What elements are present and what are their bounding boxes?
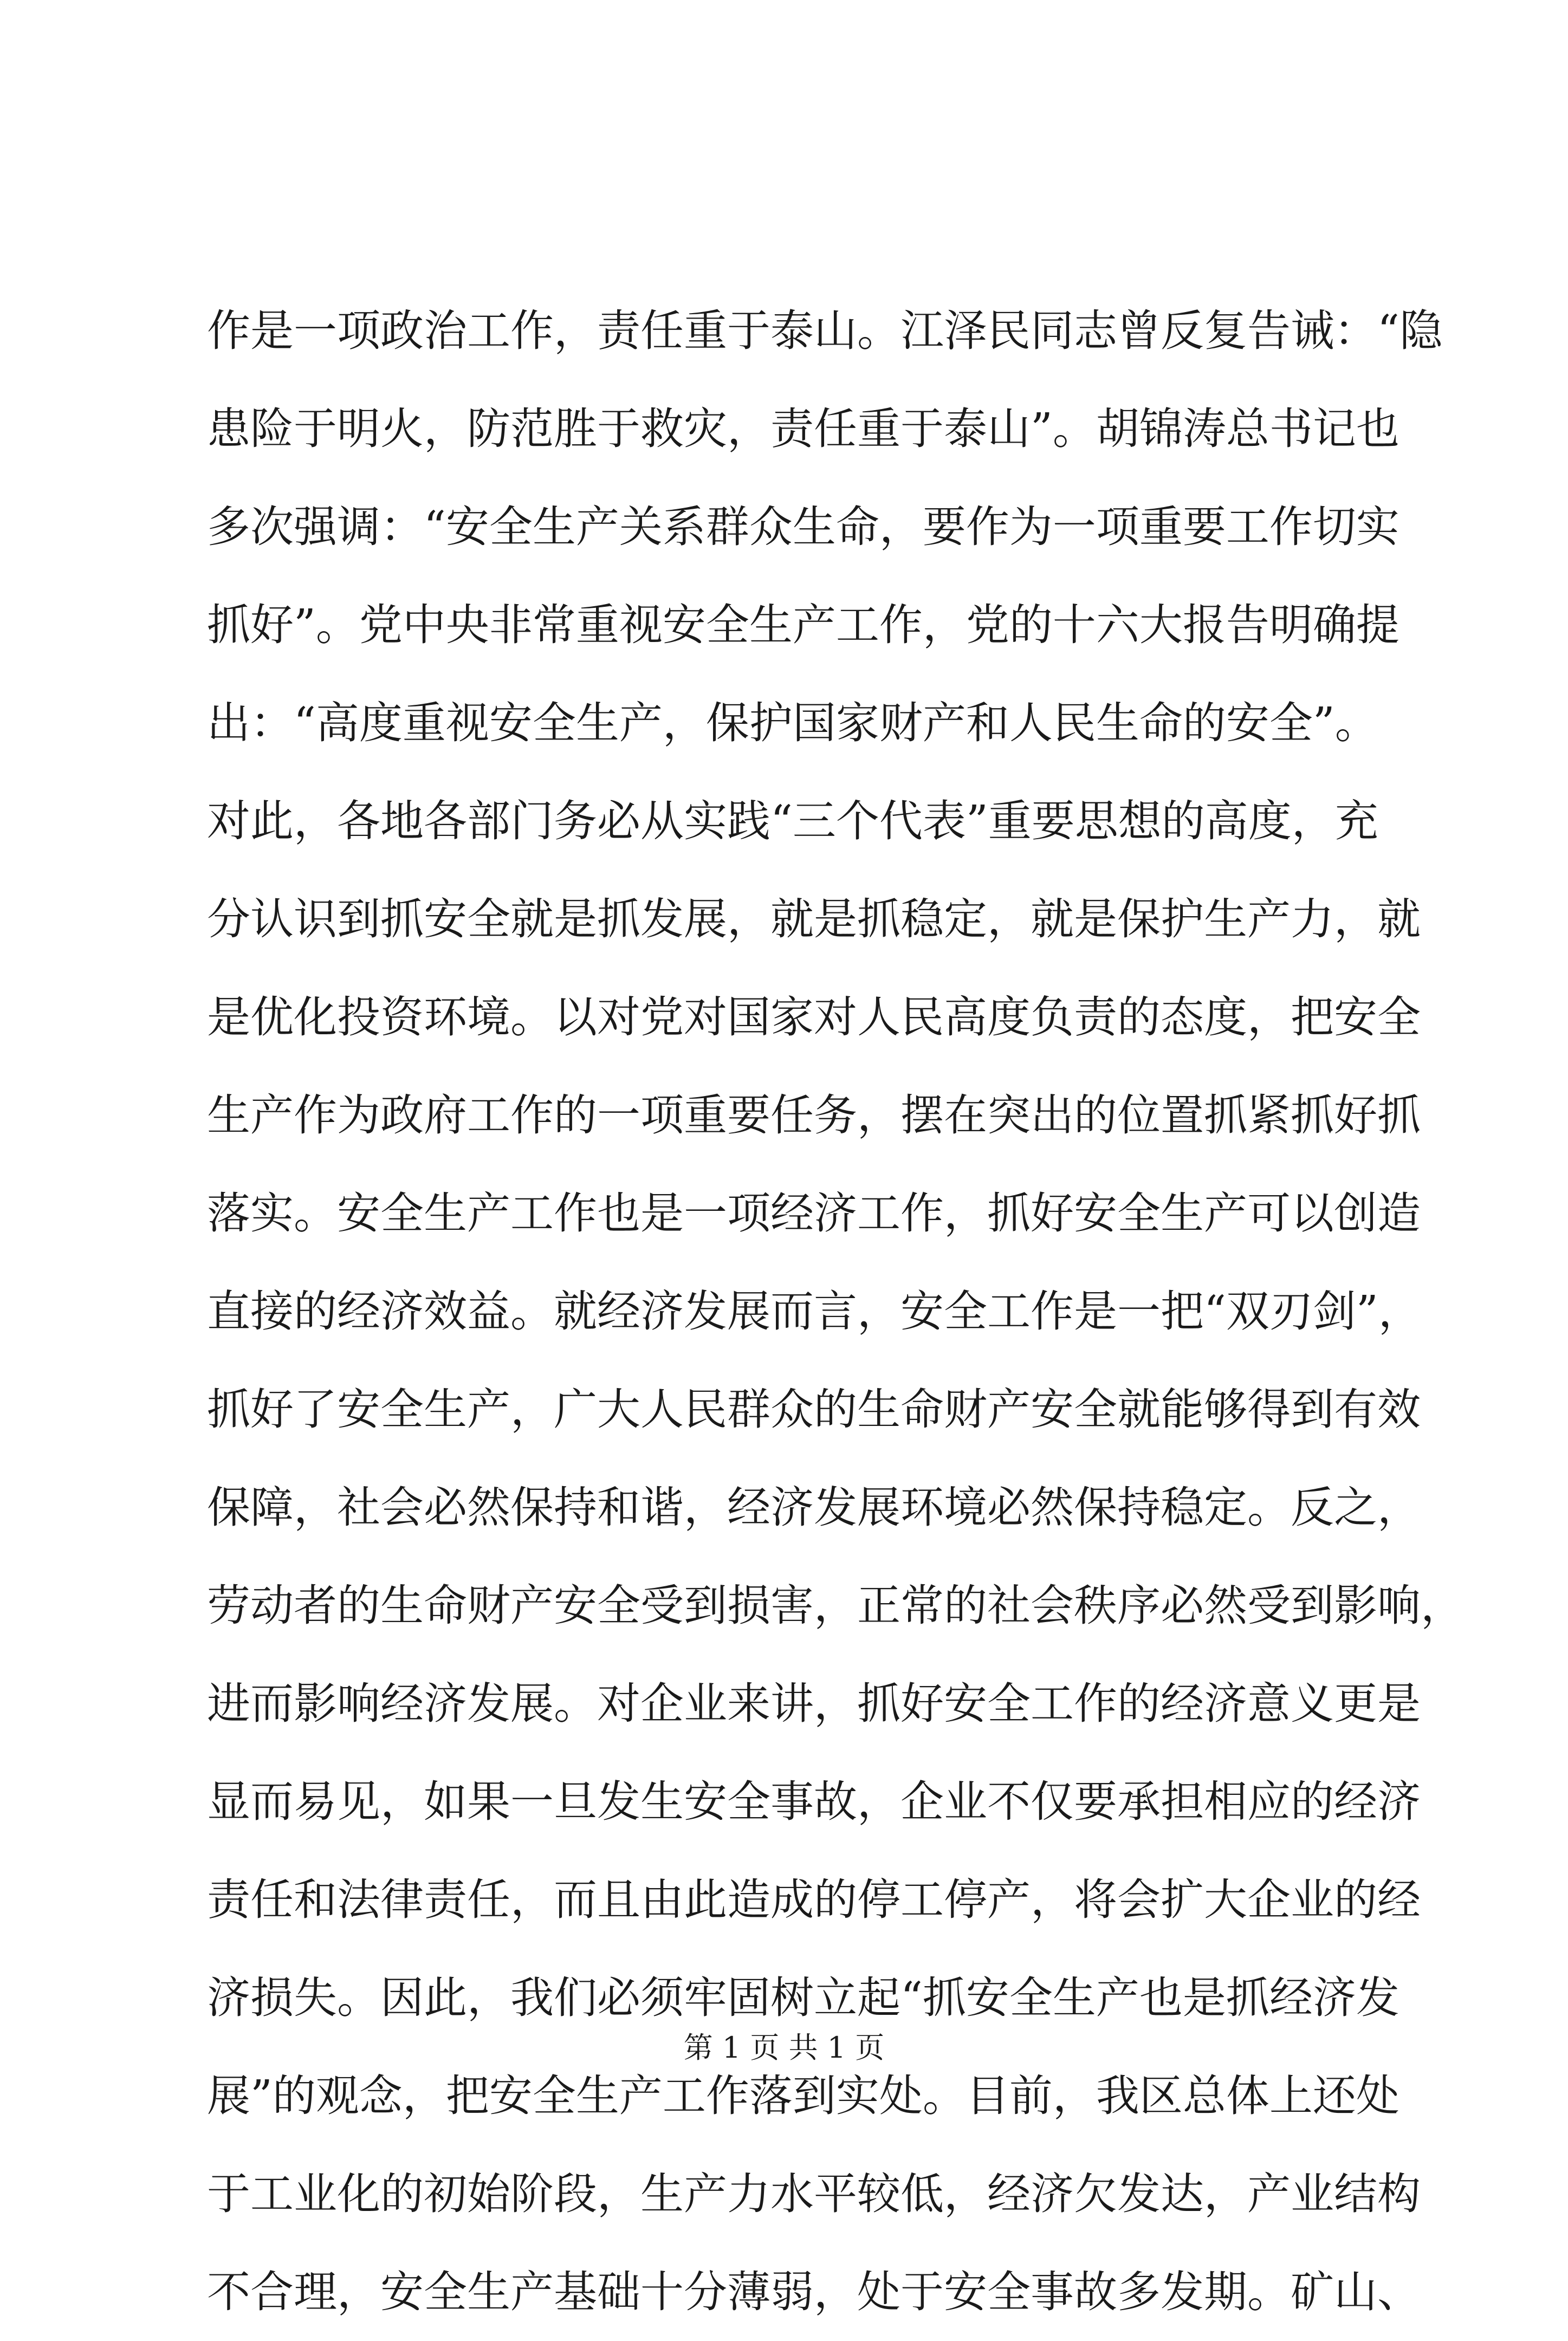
text-line: 展”的观念，把安全生产工作落到实处。目前，我区总体上还处	[207, 2071, 1399, 2121]
text-line: 生产作为政府工作的一项重要任务，摆在突出的位置抓紧抓好抓	[207, 1090, 1421, 1140]
text-line: 劳动者的生命财产安全受到损害，正常的社会秩序必然受到影响，	[207, 1580, 1464, 1631]
text-line: 抓好了安全生产，广大人民群众的生命财产安全就能够得到有效	[207, 1384, 1421, 1435]
text-line: 济损失。因此，我们必须牢固树立起“抓安全生产也是抓经济发	[207, 1973, 1399, 2023]
text-line: 出：“高度重视安全生产，保护国家财产和人民生命的安全”。	[207, 698, 1378, 748]
text-line: 于工业化的初始阶段，生产力水平较低，经济欠发达，产业结构	[207, 2169, 1421, 2219]
text-line: 落实。安全生产工作也是一项经济工作，抓好安全生产可以创造	[207, 1188, 1421, 1238]
text-line: 患险于明火，防范胜于救灾，责任重于泰山”。胡锦涛总书记也	[207, 404, 1399, 454]
page-footer: 第 1 页 共 1 页	[683, 2031, 885, 2065]
text-line: 分认识到抓安全就是抓发展，就是抓稳定，就是保护生产力，就	[207, 894, 1421, 944]
text-line: 多次强调：“安全生产关系群众生命，要作为一项重要工作切实	[207, 502, 1399, 552]
text-line: 直接的经济效益。就经济发展而言，安全工作是一把“双刃剑”，	[207, 1286, 1422, 1337]
text-line: 不合理，安全生产基础十分薄弱，处于安全事故多发期。矿山、	[207, 2267, 1421, 2317]
text-line: 是优化投资环境。以对党对国家对人民高度负责的态度，把安全	[207, 992, 1421, 1042]
text-line: 进而影响经济发展。对企业来讲，抓好安全工作的经济意义更是	[207, 1678, 1421, 1729]
text-line: 作是一项政治工作，责任重于泰山。江泽民同志曾反复告诫：“隐	[207, 306, 1443, 356]
text-line: 显而易见，如果一旦发生安全事故，企业不仅要承担相应的经济	[207, 1776, 1421, 1827]
text-line: 对此，各地各部门务必从实践“三个代表”重要思想的高度，充	[207, 796, 1378, 846]
text-line: 保障，社会必然保持和谐，经济发展环境必然保持稳定。反之，	[207, 1482, 1421, 1533]
text-line: 抓好”。党中央非常重视安全生产工作，党的十六大报告明确提	[207, 600, 1399, 650]
text-line: 责任和法律责任，而且由此造成的停工停产，将会扩大企业的经	[207, 1875, 1421, 1925]
